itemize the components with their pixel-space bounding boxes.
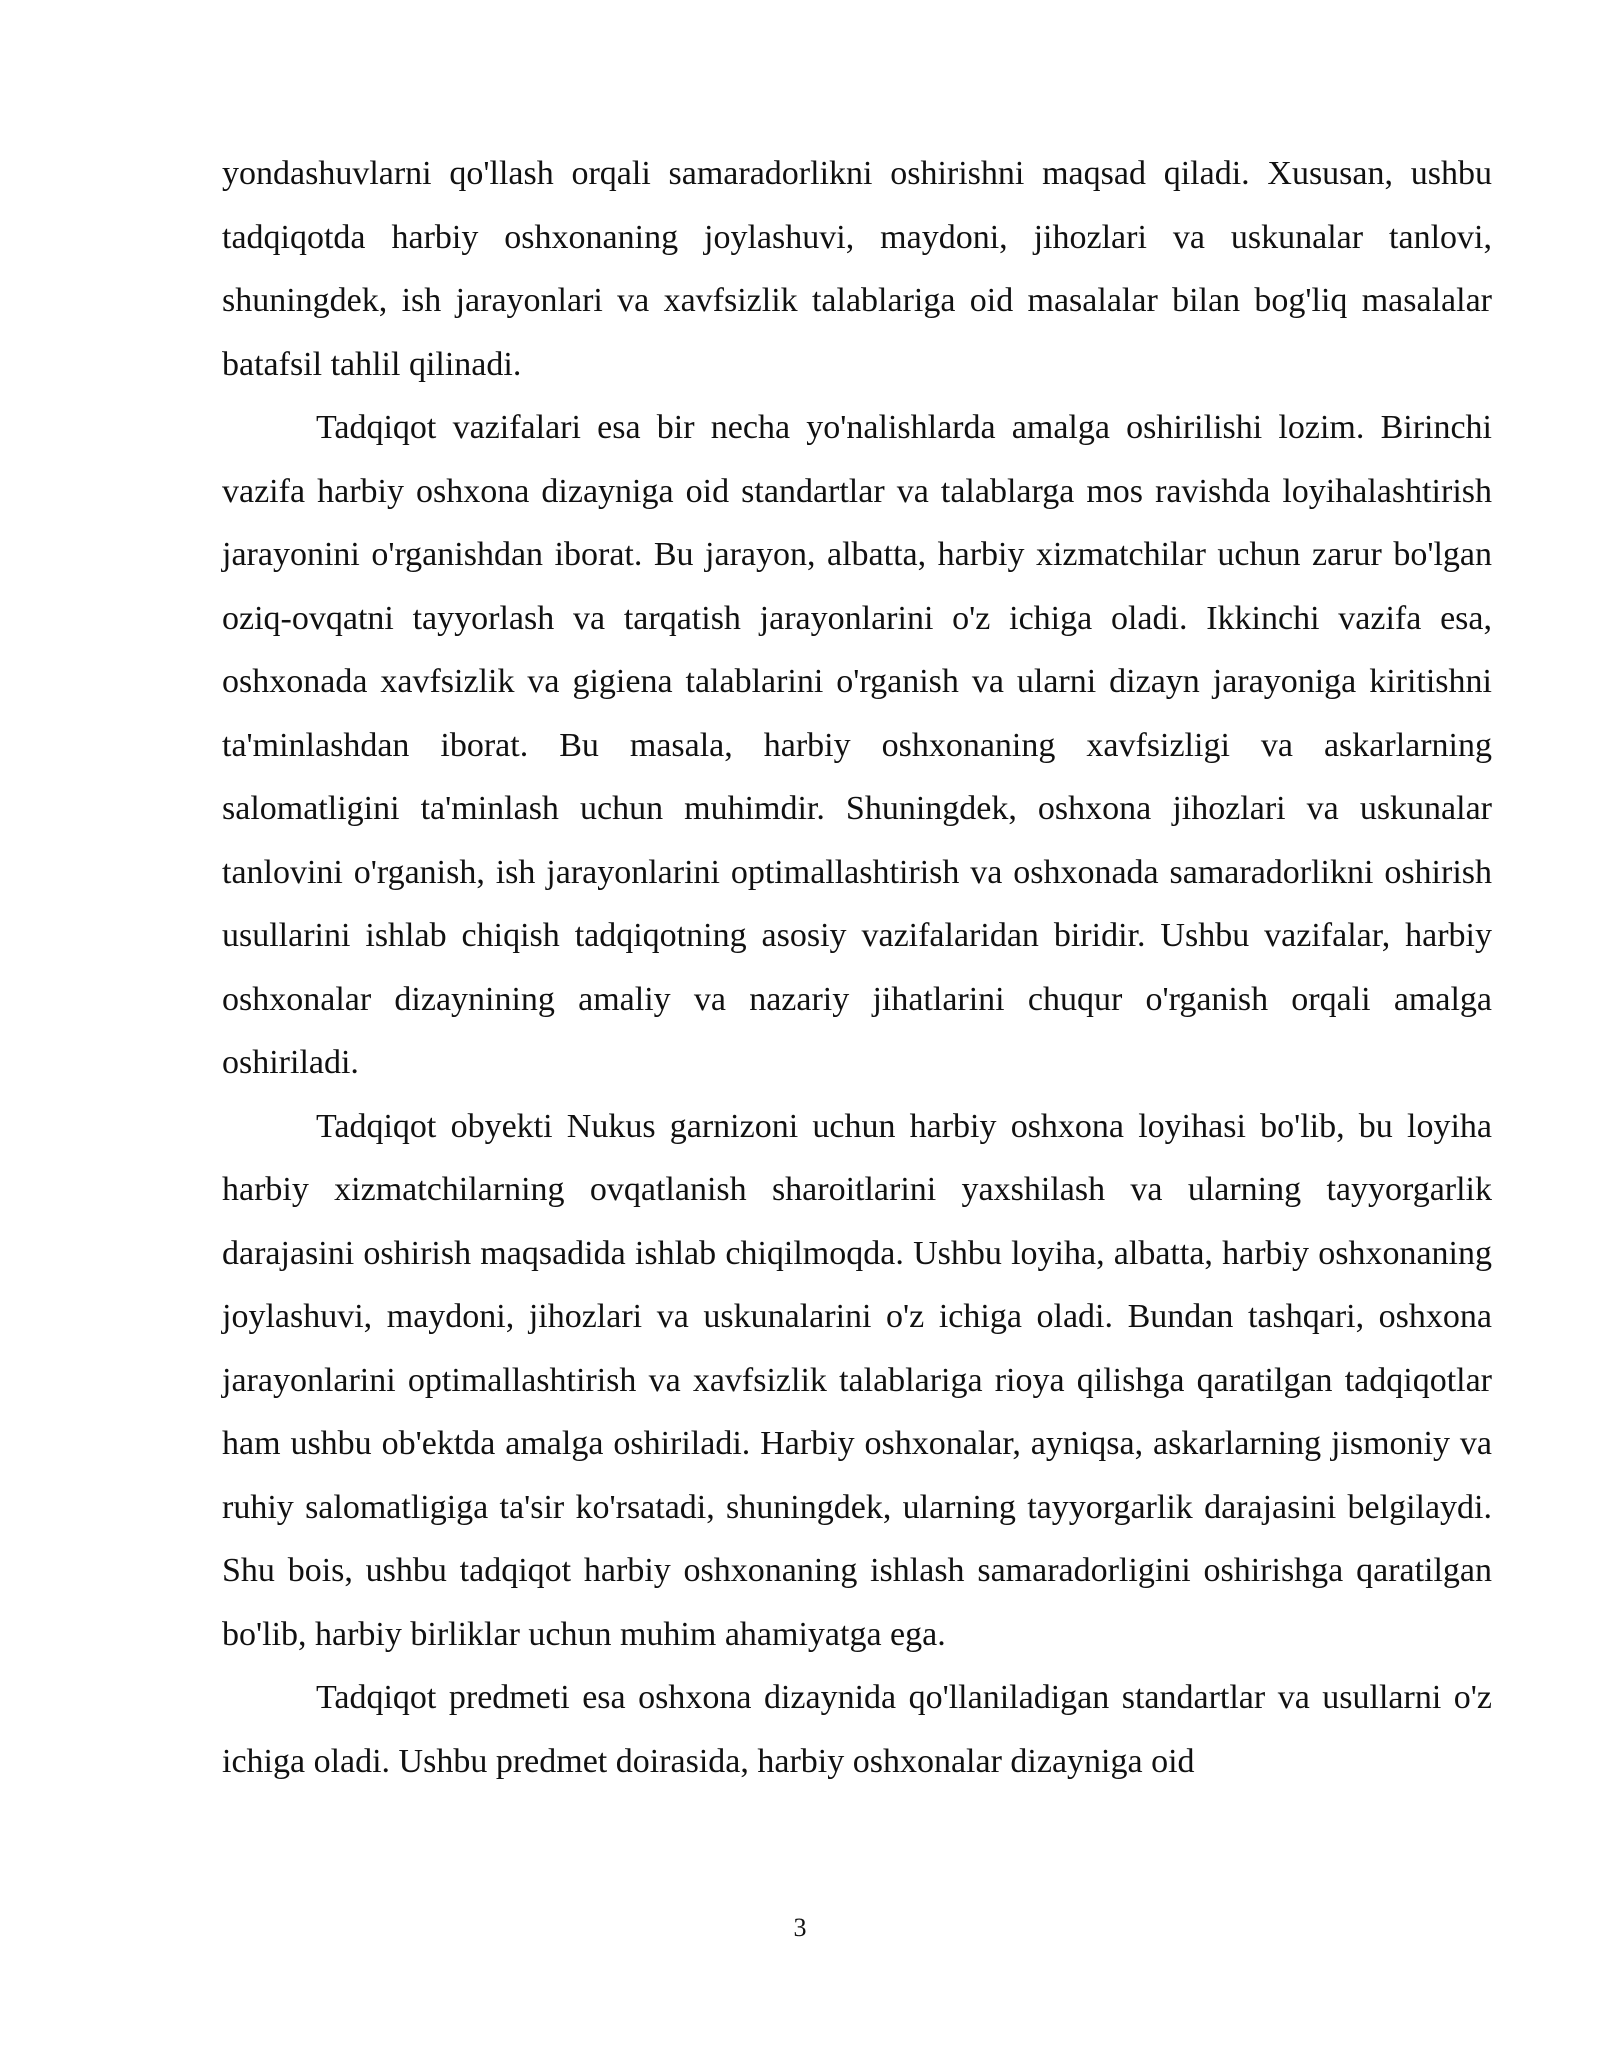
paragraph-continuation: yondashuvlarni qo'llash orqali samaradorlikni oshirishni maqsad qiladi. Xususan, ushbu tadqiqotda harbiy oshxonaning joylashuvi, maydoni, jihozlari va uskunalar tanlovi, shuningdek, ish jarayonlari va xavfsizlik talablariga oid masalalar bilan bog'liq masalalar batafsil tahlil qilinadi. [222,155,1492,383]
page-number: 3 [793,1913,807,1942]
paragraph-subject: Tadqiqot predmeti esa oshxona dizaynida qo'llaniladigan standartlar va usullarni o'z ichiga oladi. Ushbu predmet doirasida, harbiy oshxonalar dizayniga oid [222,1679,1492,1780]
paragraph-object: Tadqiqot obyekti Nukus garnizoni uchun harbiy oshxona loyihasi bo'lib, bu loyiha harbiy xizmatchilarning ovqatlanish sharoitlarini yaxshilash va ularning tayyorgarlik darajasini oshirish maqsadida ishlab chiqilmoqda. Ushbu loyiha, albatta, harbiy oshxonaning joylashuvi, maydoni, jihozlari va uskunalarini o'z ichiga oladi. Bundan tashqari, oshxona jarayonlarini optimallashtirish va xavfsizlik talablariga rioya qilishga qaratilgan tadqiqotlar ham ushbu ob'ektda amalga oshiriladi. Harbiy oshxonalar, ayniqsa, askarlarning jismoniy va ruhiy salomatligiga ta'sir ko'rsatadi, shuningdek, ularning tayyorgarlik darajasini belgilaydi. Shu bois, ushbu tadqiqot harbiy oshxonaning ishlash samaradorligini oshirishga qaratilgan bo'lib, harbiy birliklar uchun muhim ahamiyatga ega. [222,1107,1492,1653]
paragraph-tasks: Tadqiqot vazifalari esa bir necha yo'nalishlarda amalga oshirilishi lozim. Birinchi vazifa harbiy oshxona dizayniga oid standartlar va talablarga mos ravishda loyihalashtirish jarayonini o'rganishdan iborat. Bu jarayon, albatta, harbiy xizmatchilar uchun zarur bo'lgan oziq-ovqatni tayyorlash va tarqatish jarayonlarini o'z ichiga oladi. Ikkinchi vazifa esa, oshxonada xavfsizlik va gigiena talablarini o'rganish va ularni dizayn jarayoniga kiritishni ta'minlashdan iborat. Bu masala, harbiy oshxonaning xavfsizligi va askarlarning salomatligini ta'minlash uchun muhimdir. Shuningdek, oshxona jihozlari va uskunalar tanlovini o'rganish, ish jarayonlarini optimallashtirish va oshxonada samaradorlikni oshirish usullarini ishlab chiqish tadqiqotning asosiy vazifalaridan biridir. Ushbu vazifalar, harbiy oshxonalar dizaynining amaliy va nazariy jihatlarini chuqur o'rganish orqali amalga oshiriladi. [222,409,1492,1081]
body-text [222,142,1492,1793]
